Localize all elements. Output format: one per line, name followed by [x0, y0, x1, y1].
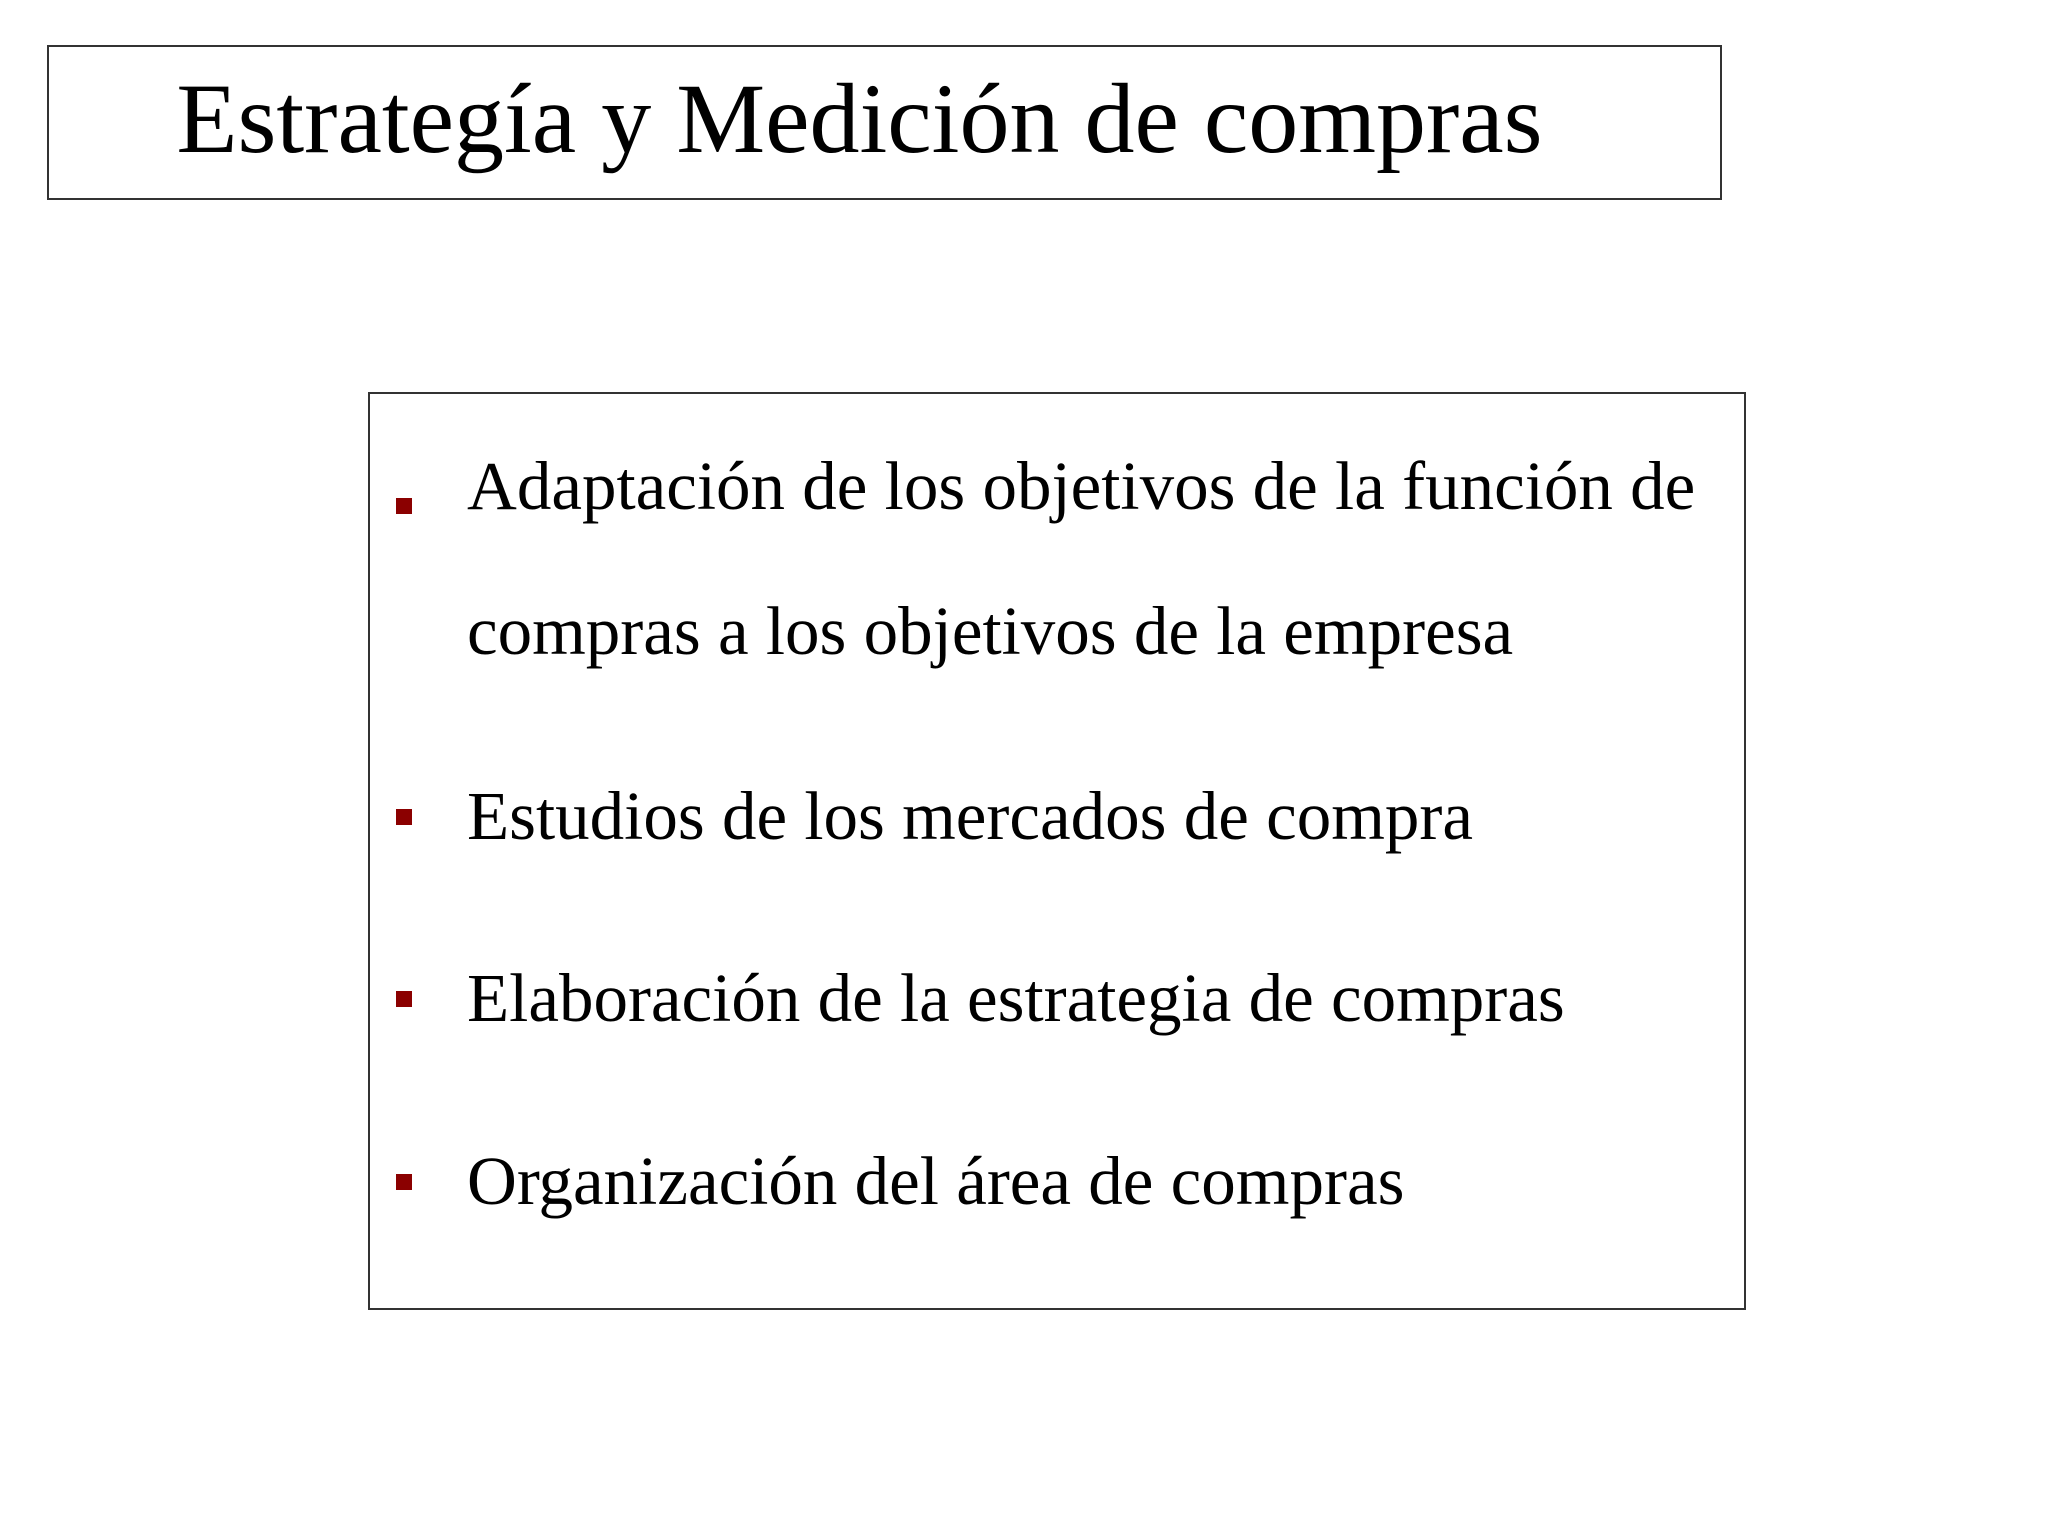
square-bullet-icon [396, 1174, 412, 1190]
square-bullet-icon [396, 991, 412, 1007]
content-box [368, 392, 1746, 1310]
bullet-text: Estudios de los mercados de compra [467, 778, 1473, 854]
title-box [47, 45, 1722, 200]
bullet-text: Organización del área de compras [467, 1143, 1405, 1219]
bullet-text: Adaptación de los objetivos de la función de compras a los objetivos de la empresa [467, 448, 1696, 669]
bullet-text: Elaboración de la estrategia de compras [467, 960, 1565, 1036]
slide-title: Estrategía y Medición de compras [176, 62, 1543, 174]
square-bullet-icon [396, 498, 412, 514]
square-bullet-icon [396, 809, 412, 825]
